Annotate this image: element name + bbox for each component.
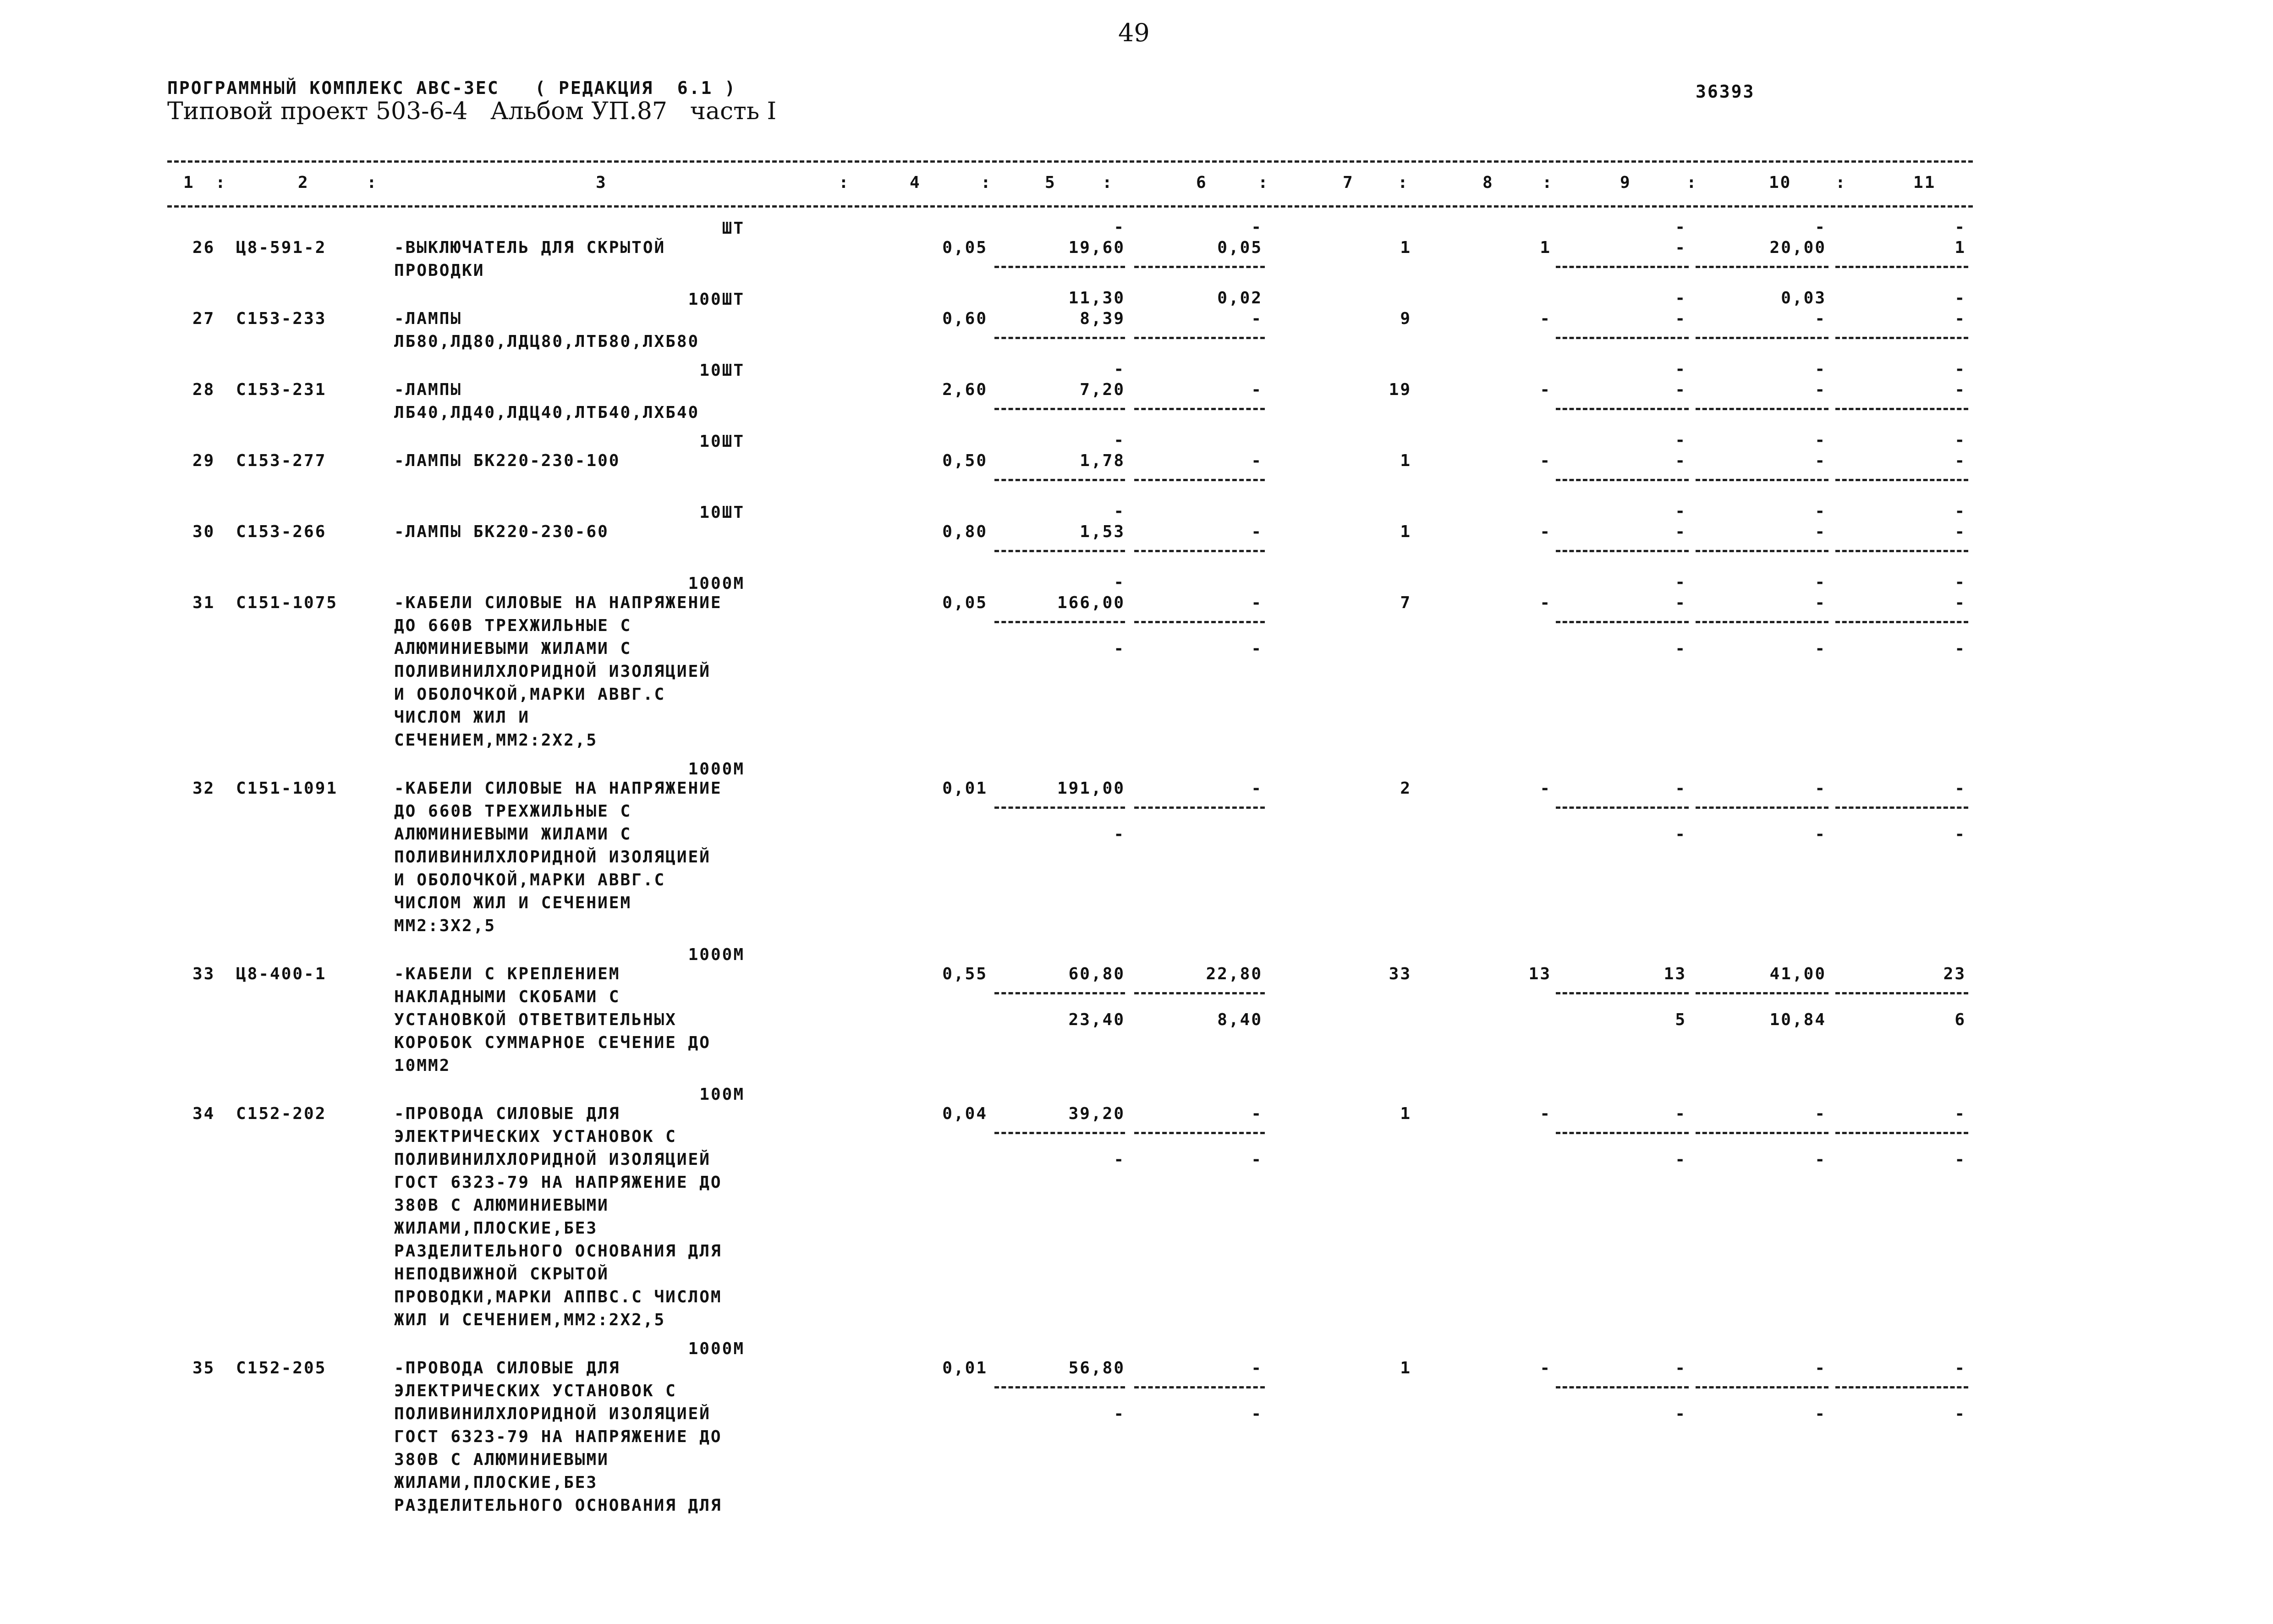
row-description-line: ПОЛИВИНИЛХЛОРИДНОЙ ИЗОЛЯЦИЕЙ bbox=[394, 848, 711, 867]
row-unit: 10ШТ bbox=[699, 432, 745, 451]
row-description-line: -КАБЕЛИ СИЛОВЫЕ НА НАПРЯЖЕНИЕ bbox=[394, 779, 722, 798]
row-c5-value: 191,00 bbox=[1057, 779, 1125, 798]
row-subrule-col11 bbox=[1835, 1386, 1968, 1388]
row-c10-value: 20,00 bbox=[1769, 238, 1826, 257]
row-description-line: ГОСТ 6323-79 НА НАПРЯЖЕНИЕ ДО bbox=[394, 1173, 722, 1192]
row-description-line: -ЛАМПЫ БК220-230-60 bbox=[394, 522, 609, 541]
row-c10-above: - bbox=[1815, 431, 1826, 450]
row-subrule-col11 bbox=[1835, 479, 1968, 481]
row-c9-value: - bbox=[1675, 451, 1686, 470]
row-description-line: И ОБОЛОЧКОЙ,МАРКИ АВВГ.С bbox=[394, 685, 666, 704]
row-col8: 13 bbox=[1528, 965, 1551, 983]
row-col4: 0,50 bbox=[942, 451, 988, 470]
row-description-line: ГОСТ 6323-79 НА НАПРЯЖЕНИЕ ДО bbox=[394, 1427, 722, 1446]
row-number: 28 bbox=[192, 380, 215, 399]
row-description-line: АЛЮМИНИЕВЫМИ ЖИЛАМИ С bbox=[394, 825, 632, 844]
row-subrule-col9 bbox=[1556, 992, 1689, 994]
row-c10-above: - bbox=[1815, 573, 1826, 592]
row-c10-above: - bbox=[1815, 218, 1826, 236]
row-col8: - bbox=[1540, 1359, 1551, 1377]
row-c5-above: - bbox=[1114, 360, 1125, 379]
row-description-line: -ЛАМПЫ bbox=[394, 380, 462, 399]
row-col8: - bbox=[1540, 1104, 1551, 1123]
row-subrule-col9 bbox=[1556, 479, 1689, 481]
column-separator: : bbox=[1258, 173, 1269, 192]
row-c6-value: 22,80 bbox=[1206, 965, 1263, 983]
row-col8: - bbox=[1540, 779, 1551, 798]
row-subrule-col11 bbox=[1835, 992, 1968, 994]
row-c11-value: - bbox=[1955, 593, 1966, 612]
row-subrule-col6 bbox=[1134, 266, 1265, 268]
row-subrule-col9 bbox=[1556, 1132, 1689, 1134]
row-c11-below: - bbox=[1955, 1150, 1966, 1169]
row-col4: 0,60 bbox=[942, 309, 988, 328]
row-description-line: ЧИСЛОМ ЖИЛ И СЕЧЕНИЕМ bbox=[394, 894, 632, 912]
row-col4: 0,80 bbox=[942, 522, 988, 541]
row-description-line: ПОЛИВИНИЛХЛОРИДНОЙ ИЗОЛЯЦИЕЙ bbox=[394, 662, 711, 681]
row-c5-above: - bbox=[1114, 573, 1125, 592]
row-c10-value: - bbox=[1815, 1359, 1826, 1377]
row-subrule-col11 bbox=[1835, 337, 1968, 339]
row-c9-value: - bbox=[1675, 779, 1686, 798]
row-c6-value: 0,05 bbox=[1217, 238, 1263, 257]
column-header-6: 6 bbox=[1196, 173, 1208, 192]
row-description-line: СЕЧЕНИЕМ,ММ2:2Х2,5 bbox=[394, 731, 598, 750]
row-c9-value: - bbox=[1675, 1359, 1686, 1377]
row-description-line: ПРОВОДКИ,МАРКИ АППВС.С ЧИСЛОМ bbox=[394, 1288, 722, 1306]
row-c11-above: - bbox=[1955, 360, 1966, 379]
row-c5-below: - bbox=[1114, 1405, 1125, 1423]
row-description-line: ЖИЛАМИ,ПЛОСКИЕ,БЕЗ bbox=[394, 1473, 598, 1492]
row-c11-value: 1 bbox=[1955, 238, 1966, 257]
row-subrule-col10 bbox=[1696, 408, 1828, 410]
column-separator: : bbox=[367, 173, 378, 192]
row-unit: 10ШТ bbox=[699, 361, 745, 380]
row-col7: 1 bbox=[1400, 1359, 1411, 1377]
row-c10-above: - bbox=[1815, 360, 1826, 379]
row-c9-above: - bbox=[1675, 573, 1686, 592]
row-c5-value: 8,39 bbox=[1080, 309, 1125, 328]
row-c6-below: - bbox=[1251, 1405, 1263, 1423]
row-subrule-col6 bbox=[1134, 992, 1265, 994]
row-c6-value: - bbox=[1251, 451, 1263, 470]
row-description-line: ММ2:3Х2,5 bbox=[394, 916, 496, 935]
row-c10-value: - bbox=[1815, 380, 1826, 399]
row-subrule-col9 bbox=[1556, 337, 1689, 339]
row-c9-below: - bbox=[1675, 825, 1686, 844]
row-description-line: НАКЛАДНЫМИ СКОБАМИ С bbox=[394, 988, 620, 1006]
row-c10-value: - bbox=[1815, 309, 1826, 328]
header-program: ПРОГРАММНЫЙ КОМПЛЕКС АВС-3ЕС ( РЕДАКЦИЯ 6.1 ) bbox=[167, 78, 737, 98]
row-c6-below: - bbox=[1251, 1150, 1263, 1169]
row-c5-value: 1,78 bbox=[1080, 451, 1125, 470]
row-description-line: ЖИЛ И СЕЧЕНИЕМ,ММ2:2Х2,5 bbox=[394, 1311, 666, 1329]
row-subrule-col5 bbox=[994, 1386, 1125, 1388]
row-code: С153-266 bbox=[236, 522, 327, 541]
row-number: 32 bbox=[192, 779, 215, 798]
row-c5-below: - bbox=[1114, 639, 1125, 658]
row-unit: 1000М bbox=[688, 1339, 745, 1358]
row-c10-below: - bbox=[1815, 1405, 1826, 1423]
row-c6-below: - bbox=[1251, 639, 1263, 658]
row-col7: 1 bbox=[1400, 238, 1411, 257]
row-subrule-col5 bbox=[994, 621, 1125, 623]
column-separator: : bbox=[1835, 173, 1847, 192]
row-description-line: ДО 660В ТРЕХЖИЛЬНЫЕ С bbox=[394, 616, 632, 635]
row-number: 30 bbox=[192, 522, 215, 541]
row-col4: 0,04 bbox=[942, 1104, 988, 1123]
row-c6-above: 0,02 bbox=[1217, 289, 1263, 307]
row-subrule-col11 bbox=[1835, 266, 1968, 268]
row-c9-value: - bbox=[1675, 593, 1686, 612]
row-col8: 1 bbox=[1540, 238, 1551, 257]
row-number: 35 bbox=[192, 1359, 215, 1377]
page-number: 49 bbox=[1118, 18, 1150, 47]
row-c5-above: 11,30 bbox=[1068, 289, 1125, 307]
row-description-line: -КАБЕЛИ СИЛОВЫЕ НА НАПРЯЖЕНИЕ bbox=[394, 593, 722, 612]
row-c6-above: - bbox=[1251, 218, 1263, 236]
row-subrule-col5 bbox=[994, 1132, 1125, 1134]
row-c9-value: - bbox=[1675, 238, 1686, 257]
row-c5-value: 56,80 bbox=[1068, 1359, 1125, 1377]
row-c9-below: - bbox=[1675, 1150, 1686, 1169]
row-subrule-col5 bbox=[994, 337, 1125, 339]
row-c11-above: - bbox=[1955, 218, 1966, 236]
row-col8: - bbox=[1540, 593, 1551, 612]
row-subrule-col10 bbox=[1696, 1386, 1828, 1388]
row-c9-above: - bbox=[1675, 289, 1686, 307]
row-subrule-col6 bbox=[1134, 479, 1265, 481]
row-description-line: ЖИЛАМИ,ПЛОСКИЕ,БЕЗ bbox=[394, 1219, 598, 1238]
row-number: 29 bbox=[192, 451, 215, 470]
row-c5-above: - bbox=[1114, 502, 1125, 521]
row-subrule-col10 bbox=[1696, 337, 1828, 339]
row-unit: 1000М bbox=[688, 945, 745, 964]
row-unit: 100ШТ bbox=[688, 290, 745, 309]
row-subrule-col6 bbox=[1134, 408, 1265, 410]
row-c9-above: - bbox=[1675, 431, 1686, 450]
row-subrule-col11 bbox=[1835, 1132, 1968, 1134]
row-description-line: ЛБ40,ЛД40,ЛДЦ40,ЛТБ40,ЛХБ40 bbox=[394, 403, 700, 422]
row-c11-value: - bbox=[1955, 522, 1966, 541]
row-c11-value: - bbox=[1955, 451, 1966, 470]
column-separator: : bbox=[839, 173, 850, 192]
row-unit: 1000М bbox=[688, 574, 745, 593]
row-c11-below: - bbox=[1955, 1405, 1966, 1423]
row-subrule-col10 bbox=[1696, 992, 1828, 994]
row-unit: 10ШТ bbox=[699, 503, 745, 522]
row-subrule-col5 bbox=[994, 479, 1125, 481]
row-col8: - bbox=[1540, 380, 1551, 399]
row-number: 31 bbox=[192, 593, 215, 612]
row-col7: 1 bbox=[1400, 522, 1411, 541]
row-c6-below: 8,40 bbox=[1217, 1010, 1263, 1029]
row-c9-below: - bbox=[1675, 639, 1686, 658]
column-header-2: 2 bbox=[298, 173, 309, 192]
row-description-line: -ЛАМПЫ БК220-230-100 bbox=[394, 451, 620, 470]
column-header-3: 3 bbox=[596, 173, 607, 192]
row-c11-below: 6 bbox=[1955, 1010, 1966, 1029]
row-c10-value: - bbox=[1815, 1104, 1826, 1123]
row-subrule-col11 bbox=[1835, 550, 1968, 552]
row-subrule-col6 bbox=[1134, 337, 1265, 339]
row-subrule-col6 bbox=[1134, 807, 1265, 809]
row-description-line: РАЗДЕЛИТЕЛЬНОГО ОСНОВАНИЯ ДЛЯ bbox=[394, 1242, 722, 1261]
row-unit: ШТ bbox=[722, 219, 745, 238]
column-header-4: 4 bbox=[910, 173, 921, 192]
row-c10-value: 41,00 bbox=[1769, 965, 1826, 983]
row-col7: 1 bbox=[1400, 1104, 1411, 1123]
row-col7: 2 bbox=[1400, 779, 1411, 798]
row-description-line: ПОЛИВИНИЛХЛОРИДНОЙ ИЗОЛЯЦИЕЙ bbox=[394, 1405, 711, 1423]
row-unit: 1000М bbox=[688, 760, 745, 779]
column-header-7: 7 bbox=[1343, 173, 1354, 192]
column-header-11: 11 bbox=[1913, 173, 1936, 192]
row-c9-value: 13 bbox=[1664, 965, 1686, 983]
row-c10-below: - bbox=[1815, 825, 1826, 844]
row-description-line: ЭЛЕКТРИЧЕСКИХ УСТАНОВОК С bbox=[394, 1127, 677, 1146]
row-subrule-col5 bbox=[994, 408, 1125, 410]
row-c9-value: - bbox=[1675, 522, 1686, 541]
row-c10-below: - bbox=[1815, 1150, 1826, 1169]
doc-code: 36393 bbox=[1696, 82, 1755, 102]
row-c11-value: 23 bbox=[1943, 965, 1966, 983]
column-separator: : bbox=[1102, 173, 1114, 192]
row-subrule-col6 bbox=[1134, 1132, 1265, 1134]
row-subrule-col11 bbox=[1835, 408, 1968, 410]
row-c10-above: - bbox=[1815, 502, 1826, 521]
row-c10-value: - bbox=[1815, 522, 1826, 541]
row-subrule-col5 bbox=[994, 266, 1125, 268]
row-description-line: 380В С АЛЮМИНИЕВЫМИ bbox=[394, 1196, 609, 1215]
row-subrule-col9 bbox=[1556, 550, 1689, 552]
row-col8: - bbox=[1540, 522, 1551, 541]
row-col7: 9 bbox=[1400, 309, 1411, 328]
row-description-line: АЛЮМИНИЕВЫМИ ЖИЛАМИ С bbox=[394, 639, 632, 658]
column-header-5: 5 bbox=[1045, 173, 1056, 192]
row-c11-above: - bbox=[1955, 573, 1966, 592]
row-code: С151-1091 bbox=[236, 779, 338, 798]
row-description-line: 10ММ2 bbox=[394, 1056, 451, 1075]
row-col8: - bbox=[1540, 309, 1551, 328]
row-c11-value: - bbox=[1955, 1359, 1966, 1377]
row-c5-value: 1,53 bbox=[1080, 522, 1125, 541]
row-subrule-col9 bbox=[1556, 621, 1689, 623]
row-c10-below: 10,84 bbox=[1769, 1010, 1826, 1029]
header-rule-top bbox=[167, 160, 1973, 163]
row-subrule-col9 bbox=[1556, 807, 1689, 809]
row-code: С153-233 bbox=[236, 309, 327, 328]
column-header-1: 1 bbox=[183, 173, 195, 192]
row-c6-value: - bbox=[1251, 1104, 1263, 1123]
row-col4: 0,05 bbox=[942, 238, 988, 257]
row-subrule-col10 bbox=[1696, 266, 1828, 268]
row-c11-value: - bbox=[1955, 309, 1966, 328]
row-description-line: ДО 660В ТРЕХЖИЛЬНЫЕ С bbox=[394, 802, 632, 821]
row-description-line: -ВЫКЛЮЧАТЕЛЬ ДЛЯ СКРЫТОЙ bbox=[394, 238, 666, 257]
column-separator: : bbox=[215, 173, 227, 192]
row-c11-value: - bbox=[1955, 380, 1966, 399]
row-c5-below: - bbox=[1114, 1150, 1125, 1169]
row-c10-value: - bbox=[1815, 451, 1826, 470]
row-col7: 1 bbox=[1400, 451, 1411, 470]
row-c5-value: 60,80 bbox=[1068, 965, 1125, 983]
row-c9-value: - bbox=[1675, 380, 1686, 399]
row-number: 26 bbox=[192, 238, 215, 257]
row-c9-above: - bbox=[1675, 218, 1686, 236]
row-col7: 7 bbox=[1400, 593, 1411, 612]
row-description-line: ПОЛИВИНИЛХЛОРИДНОЙ ИЗОЛЯЦИЕЙ bbox=[394, 1150, 711, 1169]
row-subrule-col6 bbox=[1134, 621, 1265, 623]
row-description-line: ЧИСЛОМ ЖИЛ И bbox=[394, 708, 530, 727]
row-c6-value: - bbox=[1251, 1359, 1263, 1377]
row-c5-above: - bbox=[1114, 218, 1125, 236]
row-c6-value: - bbox=[1251, 522, 1263, 541]
row-description-line: ЭЛЕКТРИЧЕСКИХ УСТАНОВОК С bbox=[394, 1382, 677, 1400]
row-c6-value: - bbox=[1251, 380, 1263, 399]
row-c6-value: - bbox=[1251, 593, 1263, 612]
row-subrule-col5 bbox=[994, 550, 1125, 552]
header-rule-bottom bbox=[167, 205, 1973, 208]
row-subrule-col5 bbox=[994, 807, 1125, 809]
row-subrule-col11 bbox=[1835, 807, 1968, 809]
row-c11-value: - bbox=[1955, 1104, 1966, 1123]
row-c11-above: - bbox=[1955, 502, 1966, 521]
row-subrule-col10 bbox=[1696, 621, 1828, 623]
row-c11-below: - bbox=[1955, 639, 1966, 658]
row-c11-above: - bbox=[1955, 431, 1966, 450]
column-separator: : bbox=[1686, 173, 1698, 192]
row-subrule-col9 bbox=[1556, 1386, 1689, 1388]
row-c11-below: - bbox=[1955, 825, 1966, 844]
row-number: 27 bbox=[192, 309, 215, 328]
row-c5-value: 7,20 bbox=[1080, 380, 1125, 399]
row-c10-below: - bbox=[1815, 639, 1826, 658]
row-col4: 0,01 bbox=[942, 779, 988, 798]
row-description-line: -ПРОВОДА СИЛОВЫЕ ДЛЯ bbox=[394, 1359, 620, 1377]
row-c9-below: - bbox=[1675, 1405, 1686, 1423]
row-description-line: -КАБЕЛИ С КРЕПЛЕНИЕМ bbox=[394, 965, 620, 983]
row-description-line: 380В С АЛЮМИНИЕВЫМИ bbox=[394, 1450, 609, 1469]
column-separator: : bbox=[1542, 173, 1554, 192]
row-c5-above: - bbox=[1114, 431, 1125, 450]
row-description-line: УСТАНОВКОЙ ОТВЕТВИТЕЛЬНЫХ bbox=[394, 1010, 677, 1029]
row-c10-value: - bbox=[1815, 779, 1826, 798]
row-col4: 0,55 bbox=[942, 965, 988, 983]
row-col8: - bbox=[1540, 451, 1551, 470]
row-subrule-col6 bbox=[1134, 1386, 1265, 1388]
column-header-8: 8 bbox=[1482, 173, 1494, 192]
row-subrule-col10 bbox=[1696, 1132, 1828, 1134]
row-unit: 100М bbox=[699, 1085, 745, 1104]
row-description-line: -ЛАМПЫ bbox=[394, 309, 462, 328]
row-col4: 2,60 bbox=[942, 380, 988, 399]
row-subrule-col5 bbox=[994, 992, 1125, 994]
row-code: Ц8-400-1 bbox=[236, 965, 327, 983]
row-c11-above: - bbox=[1955, 289, 1966, 307]
row-description-line: ПРОВОДКИ bbox=[394, 261, 485, 280]
row-c6-value: - bbox=[1251, 779, 1263, 798]
row-c11-value: - bbox=[1955, 779, 1966, 798]
row-c10-above: 0,03 bbox=[1781, 289, 1826, 307]
column-header-10: 10 bbox=[1769, 173, 1792, 192]
row-col4: 0,05 bbox=[942, 593, 988, 612]
row-col4: 0,01 bbox=[942, 1359, 988, 1377]
row-description-line: КОРОБОК СУММАРНОЕ СЕЧЕНИЕ ДО bbox=[394, 1033, 711, 1052]
row-col7: 19 bbox=[1389, 380, 1411, 399]
row-code: С151-1075 bbox=[236, 593, 338, 612]
row-c9-above: - bbox=[1675, 502, 1686, 521]
row-code: С152-202 bbox=[236, 1104, 327, 1123]
row-subrule-col6 bbox=[1134, 550, 1265, 552]
row-description-line: -ПРОВОДА СИЛОВЫЕ ДЛЯ bbox=[394, 1104, 620, 1123]
row-c9-value: - bbox=[1675, 309, 1686, 328]
row-c10-value: - bbox=[1815, 593, 1826, 612]
row-c9-below: 5 bbox=[1675, 1010, 1686, 1029]
row-c5-value: 39,20 bbox=[1068, 1104, 1125, 1123]
column-separator: : bbox=[1398, 173, 1409, 192]
row-c5-below: - bbox=[1114, 825, 1125, 844]
row-c5-value: 19,60 bbox=[1068, 238, 1125, 257]
row-code: Ц8-591-2 bbox=[236, 238, 327, 257]
row-subrule-col9 bbox=[1556, 266, 1689, 268]
row-subrule-col10 bbox=[1696, 479, 1828, 481]
row-code: С153-277 bbox=[236, 451, 327, 470]
row-subrule-col11 bbox=[1835, 621, 1968, 623]
row-code: С153-231 bbox=[236, 380, 327, 399]
row-subrule-col10 bbox=[1696, 807, 1828, 809]
row-subrule-col9 bbox=[1556, 408, 1689, 410]
row-subrule-col10 bbox=[1696, 550, 1828, 552]
row-number: 33 bbox=[192, 965, 215, 983]
row-description-line: ЛБ80,ЛД80,ЛДЦ80,ЛТБ80,ЛХБ80 bbox=[394, 332, 700, 351]
row-c6-value: - bbox=[1251, 309, 1263, 328]
header-project: Типовой проект 503-6-4 Альбом УП.87 часть I bbox=[167, 98, 777, 125]
row-code: С152-205 bbox=[236, 1359, 327, 1377]
row-description-line: И ОБОЛОЧКОЙ,МАРКИ АВВГ.С bbox=[394, 871, 666, 889]
row-description-line: НЕПОДВИЖНОЙ СКРЫТОЙ bbox=[394, 1265, 609, 1284]
row-col7: 33 bbox=[1389, 965, 1411, 983]
row-c9-above: - bbox=[1675, 360, 1686, 379]
row-c5-below: 23,40 bbox=[1068, 1010, 1125, 1029]
row-description-line: РАЗДЕЛИТЕЛЬНОГО ОСНОВАНИЯ ДЛЯ bbox=[394, 1496, 722, 1515]
row-number: 34 bbox=[192, 1104, 215, 1123]
column-header-9: 9 bbox=[1620, 173, 1631, 192]
column-separator: : bbox=[981, 173, 992, 192]
row-c5-value: 166,00 bbox=[1057, 593, 1125, 612]
row-c9-value: - bbox=[1675, 1104, 1686, 1123]
